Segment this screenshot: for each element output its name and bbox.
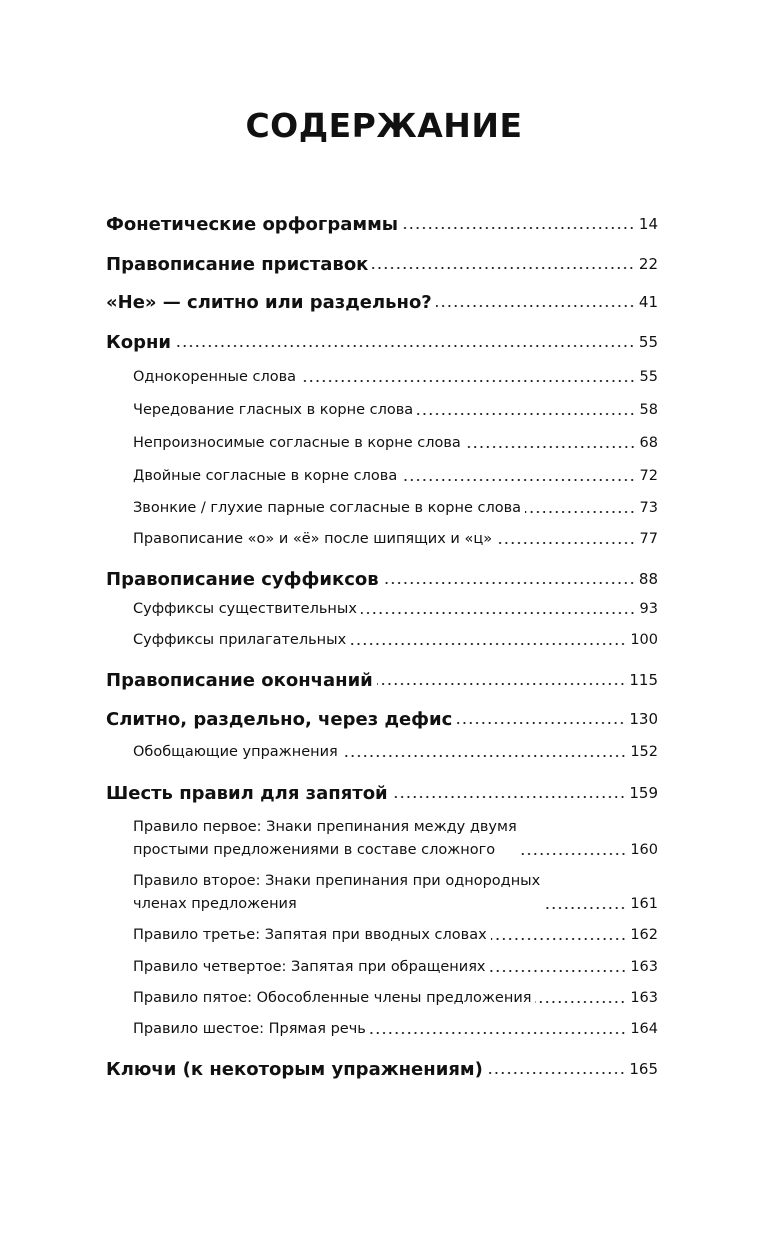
toc-entry[interactable] bbox=[133, 870, 658, 916]
toc-entry-title: Непроизносимые согласные в корне слова bbox=[133, 435, 461, 451]
toc-entry[interactable] bbox=[133, 1018, 658, 1041]
toc-entry-title: Звонкие / глухие парные согласные в корне слова bbox=[133, 500, 522, 516]
dot-leader bbox=[456, 720, 625, 726]
dot-leader bbox=[383, 580, 635, 586]
toc-entry[interactable] bbox=[133, 366, 658, 389]
dot-leader bbox=[491, 936, 627, 942]
toc-entry-title: Слитно, раздельно, через дефис bbox=[106, 709, 453, 730]
dot-leader bbox=[350, 641, 626, 647]
toc-entry[interactable] bbox=[133, 924, 658, 947]
toc-entry-page: 73 bbox=[639, 500, 658, 516]
toc-entry-page: 22 bbox=[638, 255, 658, 273]
toc-entry[interactable] bbox=[133, 956, 658, 979]
toc-entry-page: 14 bbox=[638, 215, 658, 233]
toc-entry-page: 165 bbox=[629, 1060, 658, 1078]
toc-entry-title: Шесть правил для запятой bbox=[106, 783, 388, 804]
toc-entry-title: Фонетические орфограммы bbox=[106, 214, 399, 235]
page-title: СОДЕРЖАНИЕ bbox=[245, 106, 523, 145]
dot-leader bbox=[436, 303, 635, 309]
toc-entry[interactable] bbox=[106, 331, 658, 354]
toc-entry[interactable] bbox=[133, 497, 658, 520]
toc-entry[interactable] bbox=[106, 213, 658, 236]
toc-entry-page: 130 bbox=[629, 710, 658, 728]
toc-entry-title: Суффиксы существительных bbox=[133, 601, 357, 617]
toc-entry-title: Корни bbox=[106, 332, 172, 353]
dot-leader bbox=[372, 265, 635, 271]
toc-entry-page: 77 bbox=[639, 531, 658, 547]
dot-leader bbox=[525, 509, 636, 515]
toc-entry-title: Правописание окончаний bbox=[106, 670, 373, 691]
toc-entry-title: Правило четвертое: Запятая при обращениях bbox=[133, 959, 486, 975]
toc-entry-title: Однокоренные слова bbox=[133, 369, 297, 385]
toc-entry[interactable] bbox=[106, 253, 658, 276]
dot-leader bbox=[487, 1070, 626, 1076]
toc-entry[interactable] bbox=[133, 465, 658, 488]
toc-entry-page: 163 bbox=[630, 959, 658, 975]
toc-entry[interactable] bbox=[106, 669, 658, 692]
dot-leader bbox=[361, 610, 636, 616]
toc-entry[interactable] bbox=[106, 1058, 658, 1081]
toc-entry-title: Обобщающие упражнения bbox=[133, 744, 338, 760]
toc-entry[interactable] bbox=[106, 708, 658, 731]
toc-entry-title: Правописание суффиксов bbox=[106, 569, 379, 590]
toc-entry-page: 152 bbox=[630, 744, 658, 760]
toc-entry-page: 162 bbox=[630, 927, 658, 943]
dot-leader bbox=[300, 378, 636, 384]
dot-leader bbox=[465, 444, 636, 450]
toc-entry-page: 68 bbox=[639, 435, 658, 451]
toc-entry[interactable] bbox=[133, 816, 658, 862]
toc-entry[interactable] bbox=[133, 629, 658, 652]
toc-entry-title: «Не» — слитно или раздельно? bbox=[106, 292, 432, 313]
toc-entry-title: Правописание приставок bbox=[106, 254, 369, 275]
dot-leader bbox=[370, 1030, 626, 1036]
dot-leader bbox=[402, 225, 635, 231]
toc-entry-title: Суффиксы прилагательных bbox=[133, 632, 347, 648]
toc-entry[interactable] bbox=[133, 598, 658, 621]
toc-entry-page: 72 bbox=[639, 468, 658, 484]
toc-entry-page: 164 bbox=[630, 1021, 658, 1037]
toc-entry-page: 160 bbox=[630, 842, 658, 858]
toc-entry-page: 58 bbox=[639, 402, 658, 418]
toc-entry[interactable] bbox=[106, 782, 658, 805]
toc-entry-page: 159 bbox=[629, 784, 658, 802]
toc-entry-title: Правило второе: Знаки препинания при однородных членах предложения bbox=[133, 873, 541, 912]
toc-entry-page: 115 bbox=[629, 671, 658, 689]
dot-leader bbox=[417, 411, 635, 417]
dot-leader bbox=[521, 851, 627, 857]
toc-entry-page: 161 bbox=[630, 896, 658, 912]
toc-entry-title: Правило третье: Запятая при вводных словах bbox=[133, 927, 487, 943]
toc-entry-title: Правило пятое: Обособленные члены предложения bbox=[133, 990, 532, 1006]
toc-entry-page: 93 bbox=[639, 601, 658, 617]
dot-leader bbox=[342, 753, 627, 759]
dot-leader bbox=[535, 999, 626, 1005]
toc-entry[interactable] bbox=[133, 399, 658, 422]
dot-leader bbox=[392, 794, 626, 800]
toc-entry[interactable] bbox=[133, 432, 658, 455]
toc-entry-page: 100 bbox=[630, 632, 658, 648]
dot-leader bbox=[496, 540, 635, 546]
dot-leader bbox=[401, 477, 635, 483]
toc-entry-title: Двойные согласные в корне слова bbox=[133, 468, 398, 484]
dot-leader bbox=[544, 905, 626, 911]
toc-entry[interactable] bbox=[133, 741, 658, 764]
toc-entry[interactable] bbox=[106, 291, 658, 314]
toc-entry-title: Ключи (к некоторым упражнениям) bbox=[106, 1059, 483, 1080]
toc-entry-page: 55 bbox=[638, 333, 658, 351]
toc-entry-title: Правописание «о» и «ё» после шипящих и «ц» bbox=[133, 531, 493, 547]
toc-entry-title: Чередование гласных в корне слова bbox=[133, 402, 414, 418]
toc-entry[interactable] bbox=[133, 987, 658, 1010]
toc-entry-page: 41 bbox=[638, 293, 658, 311]
toc-entry-title: Правило шестое: Прямая речь bbox=[133, 1021, 366, 1037]
toc-entry-page: 88 bbox=[638, 570, 658, 588]
toc-entry[interactable] bbox=[106, 568, 658, 591]
toc-entry[interactable] bbox=[133, 528, 658, 551]
dot-leader bbox=[490, 968, 627, 974]
dot-leader bbox=[377, 681, 626, 687]
toc-entry-title: Правило первое: Знаки препинания между двумя простыми предложениями в составе сложного bbox=[133, 819, 517, 858]
toc-entry-page: 163 bbox=[630, 990, 658, 1006]
dot-leader bbox=[175, 343, 635, 349]
toc-entry-page: 55 bbox=[639, 369, 658, 385]
